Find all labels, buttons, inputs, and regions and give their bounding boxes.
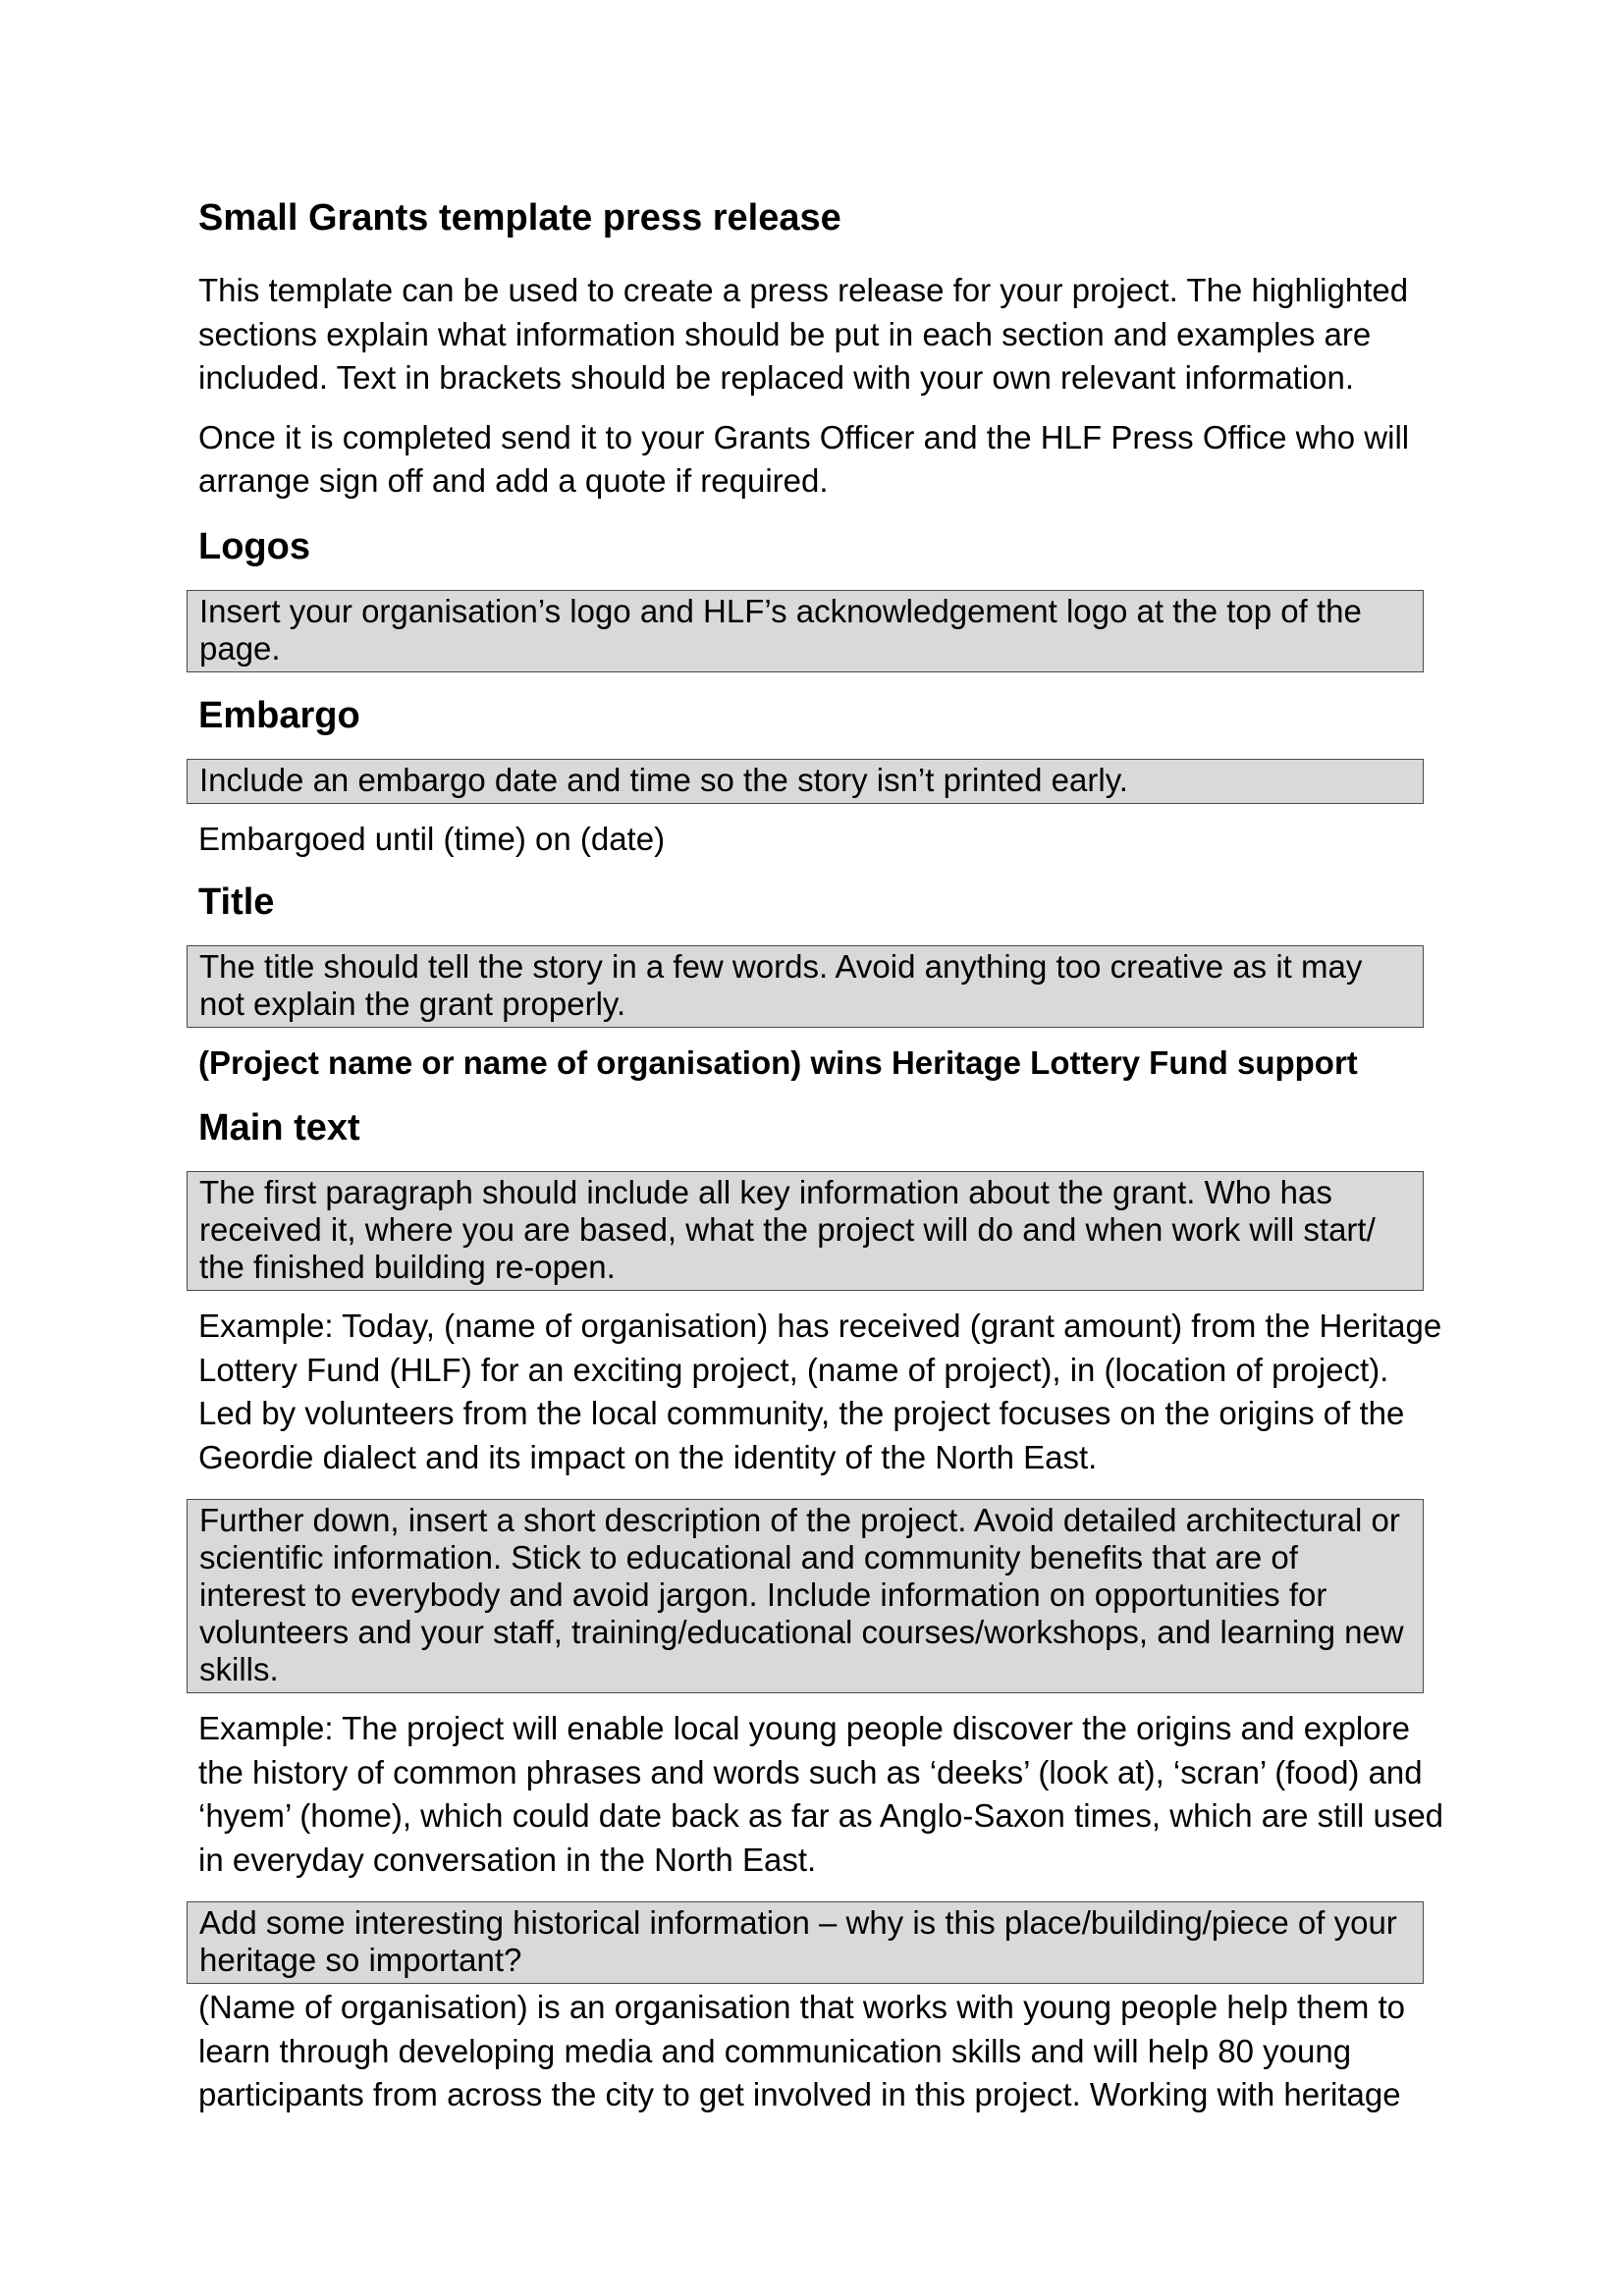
intro-paragraph-2: Once it is completed send it to your Grants Officer and the HLF Press Office who will arrange sign off and add a quote if required. (198, 418, 1410, 499)
main-text-example-1: Example: Today, (name of organisation) has received (grant amount) from the Heritage Lottery Fund (HLF) for an exciting project, (name of project), in (location of project). Led by volunteers from the local community, the project focuses on the origins of the Geordie dialect and its impact on the identity of the North East. (198, 1308, 1442, 1475)
main-text-example-2: Example: The project will enable local young people discover the origins and explore the history of common phrases and words such as ‘deeks’ (look at), ‘scran’ (food) and ‘hyem’ (home), which could date back as far as Anglo-Saxon times, which are still used in everyday conversation in the North East. (198, 1710, 1444, 1878)
guidance-box-main-text-2: Further down, insert a short description of the project. Avoid detailed architectural or scientific information. Stick to educational and community benefits that are of interest to everybody and avoid jargon. Include information on opportunities for volunteers and your staff, training/educational courses/workshops, and learning new skills. (187, 1499, 1424, 1693)
embargo-text: Embargoed until (time) on (date) (198, 820, 666, 857)
document-page (198, 192, 1445, 2133)
title-example: (Project name or name of organisation) wins Heritage Lottery Fund support (198, 1044, 1358, 1081)
intro-paragraph-1: This template can be used to create a press release for your project. The highlighted sections explain what information should be put in each section and examples are included. Text in brackets should be replaced with your own relevant information. (198, 272, 1409, 396)
section-heading-title: Title (198, 881, 275, 923)
main-text-example-3: (Name of organisation) is an organisation that works with young people help them to learn through developing media and communication skills and will help 80 young participants from across the city to get involved in this project. Working with heritage (198, 1989, 1406, 2112)
document-title: Small Grants template press release (198, 197, 841, 239)
guidance-box-embargo: Include an embargo date and time so the story isn’t printed early. (187, 759, 1424, 804)
section-heading-main-text: Main text (198, 1107, 360, 1148)
guidance-box-main-text-1: The first paragraph should include all key information about the grant. Who has received it, where you are based, what the project will do and when work will start/ the finished building re-open. (187, 1171, 1424, 1291)
section-heading-logos: Logos (198, 525, 310, 567)
guidance-box-main-text-3: Add some interesting historical information – why is this place/building/piece of your heritage so important? (187, 1901, 1424, 1984)
guidance-box-title: The title should tell the story in a few words. Avoid anything too creative as it may not explain the grant properly. (187, 945, 1424, 1028)
section-heading-embargo: Embargo (198, 694, 360, 736)
guidance-box-logos: Insert your organisation’s logo and HLF’s acknowledgement logo at the top of the page. (187, 590, 1424, 672)
